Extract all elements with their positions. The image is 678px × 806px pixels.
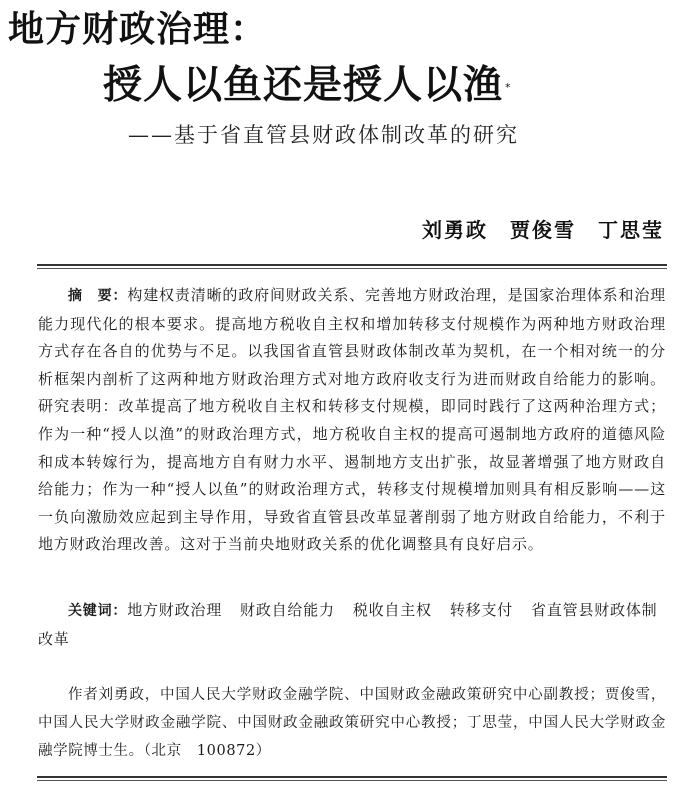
bottom-rule-thin [37, 780, 667, 781]
abstract-text: 构建权责清晰的政府间财政关系、完善地方财政治理，是国家治理体系和治理能力现代化的根本要求。提高地方税收自主权和增加转移支付规模作为两种地方财政治理方式存在各自的优势与不足。以我国省直管县财政体制改革为契机，在一个相对统一的分析框架内剖析了这两种地方财政治理方式对地方政府收支行为进而财政自给能力的影响。研究表明：改革提高了地方税收自主权和转移支付规模，即同时践行了这两种治理方式；作为一种“授人以渔”的财政治理方式，地方税收自主权的提高可遏制地方政府的道德风险和成本转嫁行为，提高地方自有财力水平、遏制地方支出扩张，故显著增强了地方财政自给能力；作为一种“授人以鱼”的财政治理方式，转移支付规模增加则具有相反影响——这一负向激励效应起到主导作用，导致省直管县改革显著削弱了地方财政自给能力，不利于地方财政治理改善。这对于当前央地财政关系的优化调整具有良好启示。 [38, 286, 666, 554]
title-footnote-mark: * [505, 81, 512, 94]
abstract-label: 摘 要： [68, 288, 128, 304]
author-list [422, 216, 664, 244]
keyword: 省直管县财政体制改革 [38, 601, 658, 648]
subtitle: ——基于省直管县财政体制改革的研究 [128, 123, 519, 147]
author-name: 丁思莹 [598, 218, 664, 242]
keyword: 财政自给能力 [240, 601, 335, 619]
author-name: 刘勇政 [422, 218, 488, 242]
keyword: 税收自主权 [352, 601, 432, 619]
author-name: 贾俊雪 [510, 218, 576, 242]
abstract [38, 282, 666, 559]
keyword: 地方财政治理 [127, 601, 223, 619]
keyword: 转移支付 [449, 601, 514, 619]
author-affiliation-note: 作者刘勇政，中国人民大学财政金融学院、中国财政金融政策研究中心副教授；贾俊雪，中国人民大学财政金融学院、中国财政金融政策研究中心教授；丁思莹，中国人民大学财政金融学院博士生。（北京 100872） [38, 687, 666, 759]
title-line-2-wrapper [103, 62, 512, 110]
top-rule [37, 264, 667, 266]
top-rule-thin [37, 268, 667, 269]
keywords [38, 596, 666, 653]
keywords-label: 关键词： [68, 603, 128, 619]
bottom-rule [37, 776, 667, 778]
title-line-2: 授人以鱼还是授人以渔 [103, 63, 504, 108]
title-line-1: 地方财政治理： [8, 9, 268, 50]
